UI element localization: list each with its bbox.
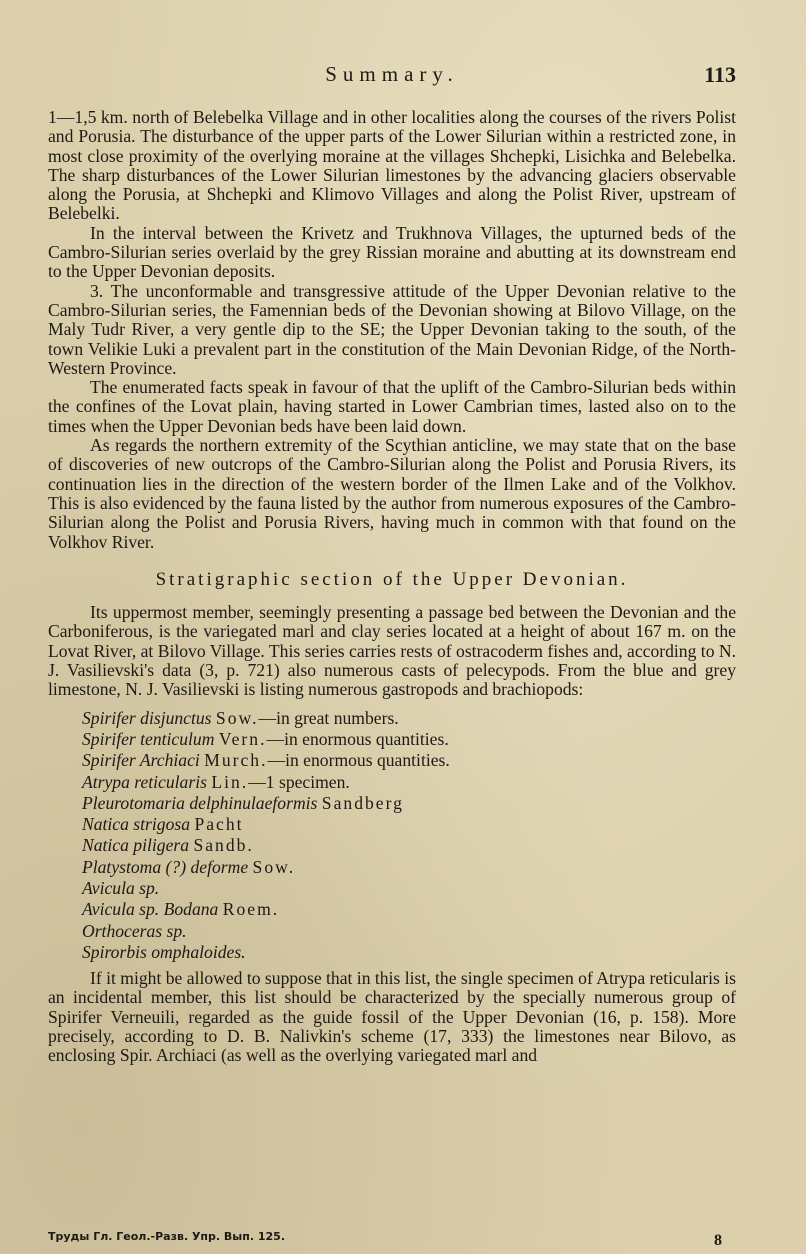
paragraph-scythian-anticline: As regards the northern extremity of the Scythian anticline, we may state that on the base of discoveries of new outcrops of the Cambro-Silurian along the Polist and Porusia Rivers, its continuation lies in the direction of the western border of the Ilmen Lake and of the Volkhov. This is also evidenced by the fauna listed by the author from numerous exposures of the Cambro-Silurian along the Polist and Porusia Rivers, having much in common with that found on the Volkhov River. bbox=[48, 435, 736, 552]
page-footer bbox=[48, 1230, 736, 1250]
closing-paragraph: If it might be allowed to suppose that in this list, the single specimen of Atrypa reticularis is an incidental member, this list should be characterized by the specially numerous group of Spirifer Verneuili, regarded as the guide fossil of the Upper Devonian (16, p. 158). More precisely, according to D. B. Nalivkin's scheme (17, 333) the limestones near Bilovo, as enclosing Spir. Archiaci (as well as the overlying variegated marl and bbox=[48, 968, 736, 1066]
species-item: Spirorbis omphaloides. bbox=[82, 941, 246, 962]
species-item: Avicula sp. bbox=[82, 877, 160, 898]
species-item: Natica piligera Sandb. bbox=[82, 835, 254, 856]
page-header bbox=[48, 62, 736, 92]
species-item: Platystoma (?) deforme Sow. bbox=[82, 856, 296, 877]
species-item: Orthoceras sp. bbox=[82, 920, 187, 941]
species-item: Atrypa reticularis Lin.—1 specimen. bbox=[82, 771, 350, 792]
page-number: 113 bbox=[704, 62, 736, 87]
running-title: Summary. bbox=[325, 62, 459, 86]
species-item: Avicula sp. Bodana Roem. bbox=[82, 899, 280, 920]
species-item: Pleurotomaria delphinulaeformis Sandberg bbox=[82, 792, 404, 813]
footer-note: Труды Гл. Геол.-Разв. Упр. Вып. 125. bbox=[48, 1230, 285, 1243]
paragraph-point-3: 3. The unconformable and transgressive attitude of the Upper Devonian relative to the Cambro-Silurian series, the Famennian beds of the Devonian showing at Bilovo Village, on the Maly Tudr River, a very gentle dip to the SE; the Upper Devonian taking to the south, of the town Velikie Luki a prevalent part in the constitution of the Main Devonian Ridge, of the North-Western Province. bbox=[48, 280, 736, 378]
paragraph-continuation: 1—1,5 km. north of Belebelka Village and in other localities along the courses of the rivers Polist and Porusia. The disturbance of the upper parts of the Lower Silurian within a restricted zone, in most close proximity of the overlying moraine at the villages Shchepki, Lisichka and Belebelka. The sharp disturbances of the Lower Silurian limestones by the advancing glaciers observable along the Porusia, at Shchepki and Klimovo Villages and along the Polist River, upstream of Belebelki. bbox=[48, 107, 736, 224]
species-list bbox=[82, 708, 736, 964]
section-intro: Its uppermost member, seemingly presenting a passage bed between the Devonian and the Carboniferous, is the variegated marl and clay series located at a height of about 167 m. on the Lovat River, at Bilovo Village. This series carries rests of ostracoderm fishes and, according to N. J. Vasilievski's data (3, p. 721) also numerous casts of pelecypods. From the blue and grey limestone, N. J. Vasilievski is listing numerous gastropods and brachiopods: bbox=[48, 602, 736, 700]
section-heading: Stratigraphic section of the Upper Devonian. bbox=[155, 568, 629, 590]
species-item: Natica strigosa Pacht bbox=[82, 814, 244, 835]
species-item: Spirifer disjunctus Sow.—in great numbers. bbox=[82, 707, 399, 728]
paragraph-krivetz: In the interval between the Krivetz and Trukhnova Villages, the upturned beds of the Cambro-Silurian series overlaid by the grey Rissian moraine and abutting at its downstream end to the Upper Devonian deposits. bbox=[48, 222, 736, 282]
species-item: Spirifer tenticulum Vern.—in enormous quantities. bbox=[82, 728, 449, 749]
signature-mark: 8 bbox=[714, 1232, 722, 1249]
species-item: Spirifer Archiaci Murch.—in enormous quantities. bbox=[82, 750, 450, 771]
paragraph-uplift: The enumerated facts speak in favour of that the uplift of the Cambro-Silurian beds within the confines of the Lovat plain, having started in Lower Cambrian times, lasted also on to the times when the Upper Devonian beds have been laid down. bbox=[48, 377, 736, 436]
body-text bbox=[48, 108, 736, 1066]
